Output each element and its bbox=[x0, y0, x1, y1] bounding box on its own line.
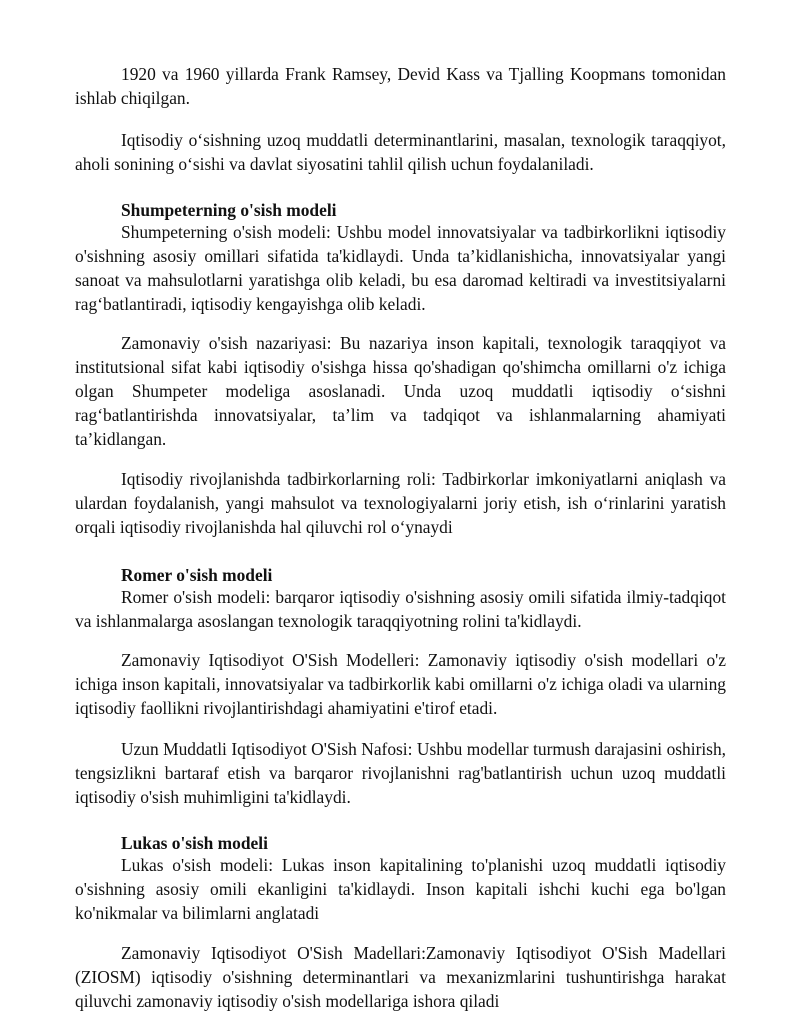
heading-lucas: Lukas o'sish modeli bbox=[121, 833, 268, 853]
paragraph-modern-growth-theory: Zamonaviy o'sish nazariyasi: Bu nazariya inson kapitali, texnologik taraqqiyot va institutsional sifat kabi iqtisodiy o'sishga hissa qo'shadigan qo'shimcha omillarni o'z ichiga olgan Shumpeter modeliga asoslanadi. Unda uzoq muddatli iqtisodiy o‘sishni rag‘batlantirishda innovatsiyalar, ta’lim va tadqiqot va ishlanmalarning ahamiyati ta’kidlangan. bbox=[75, 333, 726, 449]
paragraph-long-term-growth: Uzun Muddatli Iqtisodiyot O'Sish Nafosi: Ushbu modellar turmush darajasini oshirish, tengsizlikni bartaraf etish va barqaror rivojlanishni rag'batlantirish uchun uzoq muddatli iqtisodiy o'sish muhimligini ta'kidlaydi. bbox=[75, 739, 726, 807]
paragraph-ziosm: Zamonaviy Iqtisodiyot O'Sish Madellari:Zamonaviy Iqtisodiyot O'Sish Madellari (ZIOSM) iqtisodiy o'sishning determinantlari va mexanizmlarini tushuntirishga harakat qiluvchi zamonaviy iqtisodiy o'sish modellariga ishora qiladi bbox=[75, 943, 726, 1011]
heading-schumpeter: Shumpeterning o'sish modeli bbox=[121, 200, 337, 220]
paragraph-romer-model: Romer o'sish modeli: barqaror iqtisodiy o'sishning asosiy omili sifatida ilmiy-tadqiqot va ishlanmalarga asoslangan texnologik taraqqiyotning rolini ta'kidlaydi. bbox=[75, 587, 726, 631]
paragraph-modern-models: Zamonaviy Iqtisodiyot O'Sish Modelleri: Zamonaviy iqtisodiy o'sish modellari o'z ichiga inson kapitali, innovatsiyalar va tadbirkorlik kabi omillarni o'z ichiga oladi va ularning iqtisodiy faollikni rivojlantirishdagi ahamiyatini e'tirof etadi. bbox=[75, 650, 726, 718]
heading-romer: Romer o'sish modeli bbox=[121, 565, 273, 585]
paragraph-origin: 1920 va 1960 yillarda Frank Ramsey, Devid Kass va Tjalling Koopmans tomonidan ishlab chiqilgan. bbox=[75, 64, 726, 108]
paragraph-lucas-model: Lukas o'sish modeli: Lukas inson kapitalining to'planishi uzoq muddatli iqtisodiy o'sishning asosiy omili ekanligini ta'kidlaydi. Inson kapitali ishchi kuchi ega bo'lgan ko'nikmalar va bilimlarni anglatadi bbox=[75, 855, 726, 923]
paragraph-schumpeter-model: Shumpeterning o'sish modeli: Ushbu model innovatsiyalar va tadbirkorlikni iqtisodiy o'sishning asosiy omillari sifatida ta'kidlaydi. Unda ta’kidlanishicha, innovatsiyalar yangi sanoat va mahsulotlarni yaratishga olib keladi, bu esa daromad keltiradi va investitsiyalarni rag‘batlantiradi, iqtisodiy kengayishga olib keladi. bbox=[75, 222, 726, 314]
paragraph-usage: Iqtisodiy o‘sishning uzoq muddatli determinantlarini, masalan, texnologik taraqqiyot, aholi sonining o‘sishi va davlat siyosatini tahlil qilish uchun foydalaniladi. bbox=[75, 130, 726, 174]
paragraph-entrepreneurs-role: Iqtisodiy rivojlanishda tadbirkorlarning roli: Tadbirkorlar imkoniyatlarni aniqlash va ulardan foydalanish, yangi mahsulot va texnologiyalarni joriy etish, ish o‘rinlarini yaratish orqali iqtisodiy rivojlanishda hal qiluvchi rol o‘ynaydi bbox=[75, 469, 726, 537]
